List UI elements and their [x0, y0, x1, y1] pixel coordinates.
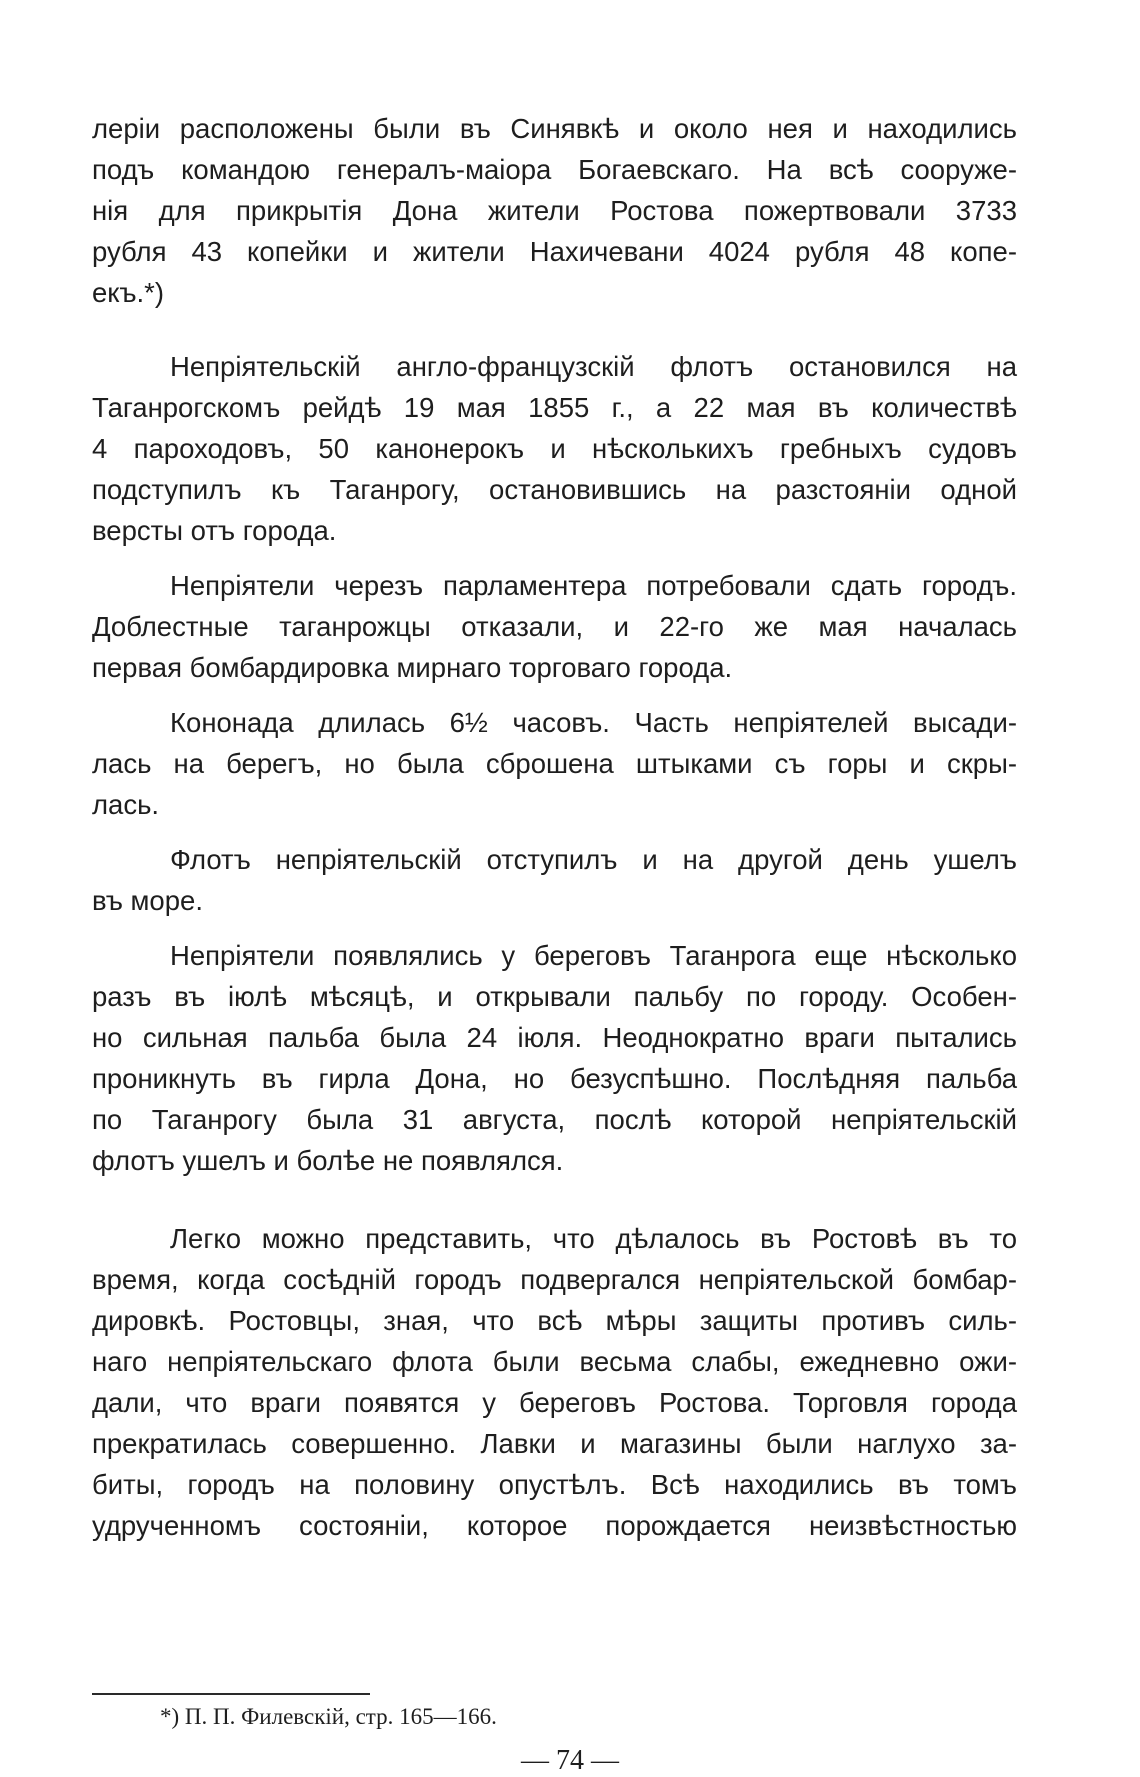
footnote-divider [92, 1693, 370, 1695]
text-line: екъ.*) [92, 277, 165, 308]
text-line: дали, что враги появятся у береговъ Ростова. Торговля города [92, 1387, 1017, 1418]
text-line: нія для прикрытія Дона жители Ростова пожертвовали 3733 [92, 195, 1017, 226]
text-line: разъ въ іюлѣ мѣсяцѣ, и открывали пальбу по городу. Особен- [92, 981, 1017, 1012]
text-line: наго непріятельскаго флота были весьма слабы, ежедневно ожи- [92, 1346, 1017, 1377]
text-line: Легко можно представить, что дѣлалось въ Ростовѣ въ то [170, 1223, 1017, 1254]
text-line: время, когда сосѣдній городъ подвергался непріятельской бомбар- [92, 1264, 1017, 1295]
text-line: Доблестные таганрожцы отказали, и 22-го же мая началась [92, 611, 1017, 642]
text-line: лась на берегъ, но была сброшена штыками съ горы и скры- [92, 748, 1017, 779]
paragraph-4 [92, 702, 1017, 825]
footnote: *) П. П. Филевскій, стр. 165—166. [160, 1704, 497, 1729]
text-line: дировкѣ. Ростовцы, зная, что всѣ мѣры защиты противъ силь- [92, 1305, 1017, 1336]
text-line: удрученномъ состояніи, которое порождается неизвѣстностью [92, 1510, 1017, 1541]
text-line: версты отъ города. [92, 515, 337, 546]
text-line: Непріятели черезъ парламентера потребовали сдать городъ. [170, 570, 1017, 601]
text-line: Кононада длилась 6½ часовъ. Часть непріятелей высади- [170, 707, 1017, 738]
text-line: но сильная пальба была 24 іюля. Неоднократно враги пытались [92, 1022, 1017, 1053]
paragraph-6 [92, 935, 1017, 1181]
text-line: Непріятельскій англо-французскій флотъ остановился на [170, 351, 1017, 382]
text-line: Непріятели появлялись у береговъ Таганрога еще нѣсколько [170, 940, 1017, 971]
text-line: подступилъ къ Таганрогу, остановившись на разстояніи одной [92, 474, 1017, 505]
text-line: въ море. [92, 885, 203, 916]
text-line: первая бомбардировка мирнаго торговаго города. [92, 652, 733, 683]
text-line: подъ командою генералъ-маіора Богаевскаго. На всѣ сооруже- [92, 154, 1017, 185]
text-line: прекратилась совершенно. Лавки и магазины были наглухо за- [92, 1428, 1017, 1459]
paragraph-1 [92, 108, 1017, 313]
page-number: — 74 — [521, 1745, 619, 1776]
paragraph-3 [92, 565, 1017, 688]
text-line: флотъ ушелъ и болѣе не появлялся. [92, 1145, 564, 1176]
paragraph-2 [92, 346, 1017, 551]
text-line: лась. [92, 789, 160, 820]
paragraph-5 [92, 839, 1017, 921]
text-line: биты, городъ на половину опустѣлъ. Всѣ находились въ томъ [92, 1469, 1017, 1500]
text-line: по Таганрогу была 31 августа, послѣ которой непріятельскій [92, 1104, 1017, 1135]
text-line: рубля 43 копейки и жители Нахичевани 4024 рубля 48 копе- [92, 236, 1017, 267]
text-line: 4 пароходовъ, 50 канонерокъ и нѣсколькихъ гребныхъ судовъ [92, 433, 1017, 464]
text-line: леріи расположены были въ Синявкѣ и около нея и находились [92, 113, 1017, 144]
text-line: проникнуть въ гирла Дона, но безуспѣшно. Послѣдняя пальба [92, 1063, 1017, 1094]
text-line: Флотъ непріятельскій отступилъ и на другой день ушелъ [170, 844, 1017, 875]
text-line: Таганрогскомъ рейдѣ 19 мая 1855 г., а 22 мая въ количествѣ [92, 392, 1017, 423]
page-body [92, 108, 1017, 1546]
paragraph-7 [92, 1218, 1017, 1546]
